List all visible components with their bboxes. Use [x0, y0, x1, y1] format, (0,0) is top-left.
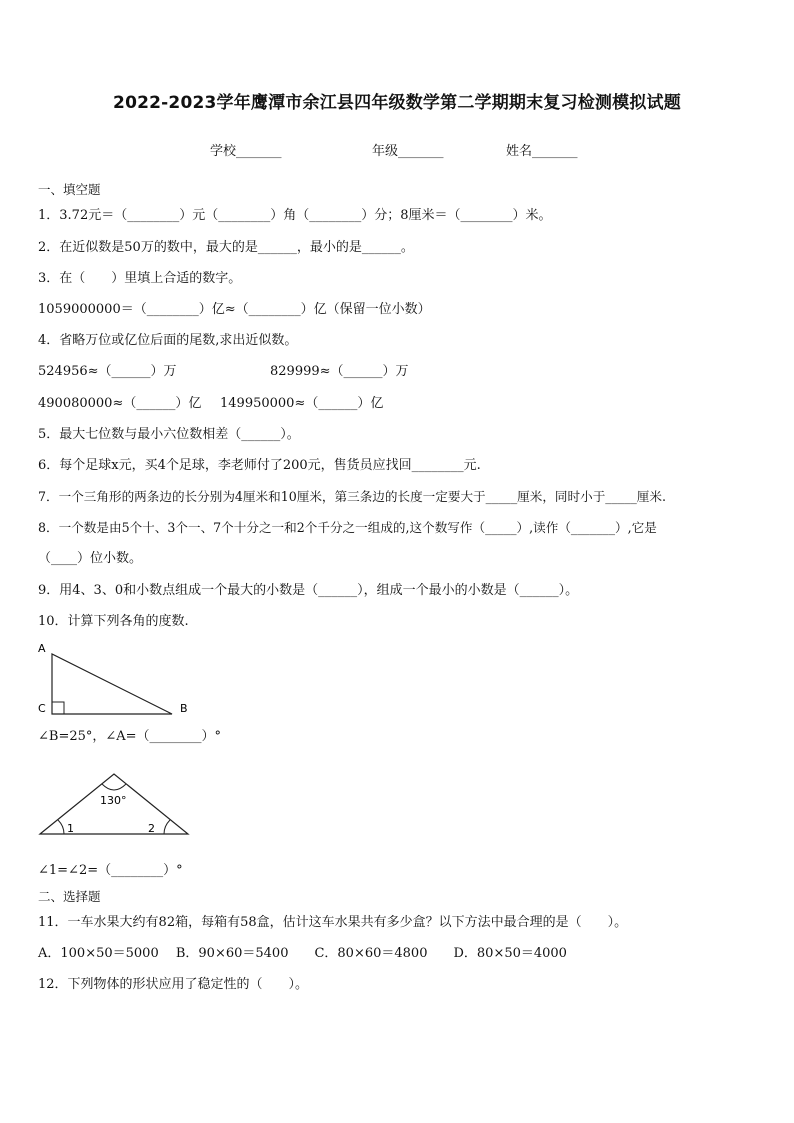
vertex-b-label: B	[180, 702, 188, 715]
question-7: 7．一个三角形的两条边的长分别为4厘米和10厘米，第三条边的长度一定要大于_____厘米，同时小于_____厘米.	[38, 489, 666, 504]
angle-2-arc	[164, 820, 170, 834]
right-triangle	[52, 654, 172, 714]
question-3-part: 1059000000＝（________）亿≈（________）亿（保留一位小数）	[38, 302, 431, 317]
section-heading-fill: 一、填空题	[38, 182, 101, 197]
grade-field[interactable]: 年级_______	[372, 144, 444, 159]
question-2: 2．在近似数是50万的数中，最大的是______，最小的是______。	[38, 240, 414, 255]
question-12: 12．下列物体的形状应用了稳定性的（ ）。	[38, 977, 309, 992]
question-1: 1．3.72元＝（________）元（________）角（________）分；8厘米＝（________）米。	[38, 208, 552, 223]
school-field[interactable]: 学校_______	[210, 144, 282, 159]
question-6: 6．每个足球x元，买4个足球，李老师付了200元，售货员应找回________元.	[38, 458, 481, 473]
question-10: 10．计算下列各角的度数.	[38, 614, 189, 629]
page-title: 2022-2023学年鹰潭市余江县四年级数学第二学期期末复习检测模拟试题	[113, 93, 681, 113]
question-4: 4．省略万位或亿位后面的尾数,求出近似数。	[38, 333, 298, 348]
name-field[interactable]: 姓名_______	[506, 144, 578, 159]
question-5: 5．最大七位数与最小六位数相差（______）。	[38, 427, 300, 442]
question-4-part-d: 149950000≈（______）亿	[220, 396, 384, 411]
question-8-cont: （____）位小数。	[38, 551, 143, 566]
angle-2-label: 2	[148, 822, 155, 835]
question-3: 3．在（ ）里填上合适的数字。	[38, 271, 242, 286]
angle-1-arc	[58, 820, 64, 834]
question-9: 9．用4、3、0和小数点组成一个最大的小数是（______），组成一个最小的小数是（______）。	[38, 583, 579, 598]
question-11-options: A．100×50＝5000 B．90×60＝5400 C．80×60＝4800 D．80×50＝4000	[38, 946, 567, 961]
vertex-a-label: A	[38, 642, 46, 655]
vertex-c-label: C	[38, 702, 46, 715]
question-10-answer-b: ∠1=∠2=（________）°	[38, 863, 183, 878]
top-angle-arc	[102, 784, 126, 790]
question-4-part-b: 829999≈（______）万	[270, 364, 409, 379]
right-angle-mark	[52, 702, 64, 714]
question-8: 8．一个数是由5个十、3个一、7个十分之一和2个千分之一组成的,这个数写作（_____）,读作（_______）,它是	[38, 520, 657, 535]
question-10-answer-a: ∠B=25°，∠A=（________）°	[38, 729, 222, 744]
question-4-part-a: 524956≈（______）万	[38, 364, 177, 379]
question-11: 11．一车水果大约有82箱，每箱有58盒，估计这车水果共有多少盒？以下方法中最合理的是（ ）。	[38, 915, 628, 930]
section-heading-choice: 二、选择题	[38, 889, 101, 904]
obtuse-triangle-figure	[34, 766, 204, 840]
angle-1-label: 1	[67, 822, 74, 835]
angle-top-label: 130°	[100, 794, 127, 807]
question-4-part-c: 490080000≈（______）亿	[38, 396, 202, 411]
right-triangle-figure	[34, 640, 204, 720]
